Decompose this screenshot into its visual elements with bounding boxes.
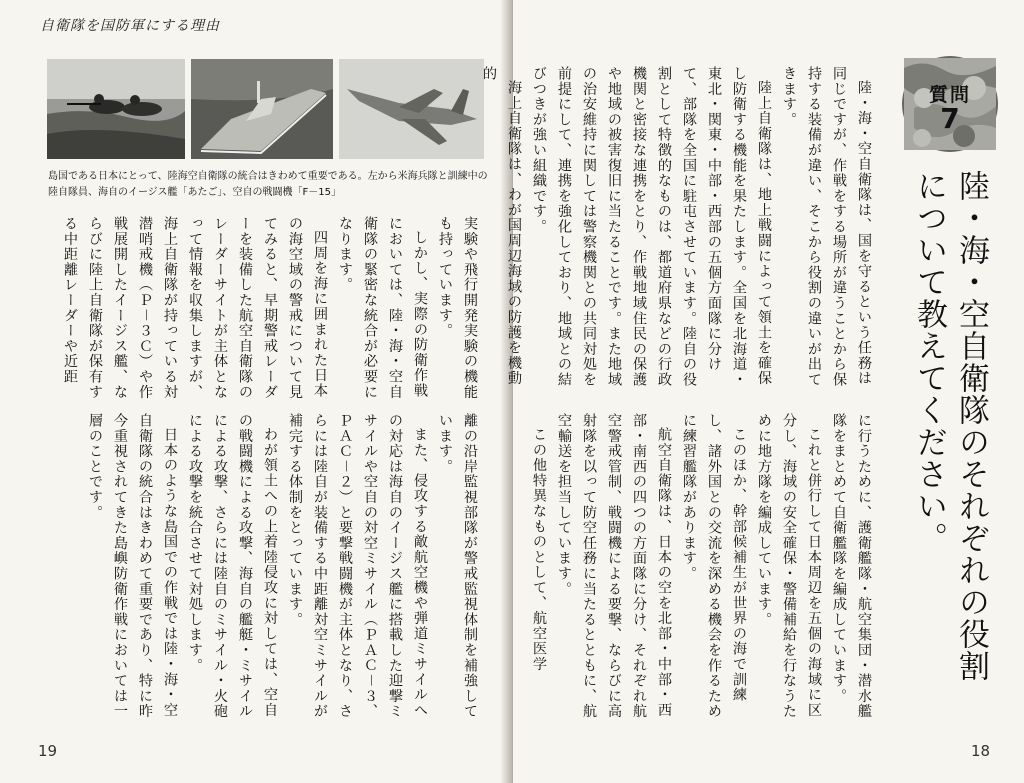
paragraph: このほか、幹部候補生が世界の海で訓練し、諸外国との交流を深める機会を作るために練習艦隊があります。 bbox=[681, 413, 747, 719]
page-number: 19 bbox=[38, 742, 58, 760]
paragraph: 日本のような島国での作戦では陸・海・空自衛隊の統合はきわめて重要であり、特に昨今重視されてきた島嶼防衛作戦においては一層のことです。 bbox=[87, 413, 178, 719]
fighter-jet-photo bbox=[339, 59, 484, 159]
right-lower-text bbox=[531, 413, 876, 731]
paragraph: 陸・海・空自衛隊は、国を守るという任務は同じですが、作戦をする場所が違うことから保持する装備が違い、そこから役割の違いが出てきます。 bbox=[781, 66, 872, 388]
soldiers-photo bbox=[47, 59, 185, 159]
paragraph: わが領土への上着陸侵攻に対しては、空自の戦闘機による攻撃、海自の艦艇・ミサイルによる攻撃、さらには陸自のミサイル・火砲による攻撃を統合させて対処します。 bbox=[187, 413, 278, 719]
photo-caption: 島国である日本にとって、陸海空自衛隊の統合はきわめて重要である。左から米海兵隊と訓練中の陸自隊員、海自のイージス艦「あたご」、空自の戦闘機「F－15」 bbox=[48, 171, 488, 198]
paragraph: しかし、実際の防衛作戦においては、陸・海・空自衛隊の緊密な統合が必要になります。 bbox=[337, 216, 428, 400]
paragraph: 離の沿岸監視部隊が警戒監視体制を補強しています。 bbox=[437, 413, 478, 719]
paragraph: 海上自衛隊は、わが国周辺海域の防護を機動的 bbox=[481, 66, 522, 387]
right-upper-text bbox=[481, 66, 876, 391]
question-badge bbox=[902, 56, 998, 152]
badge-label: 質問 bbox=[928, 84, 971, 106]
paragraph: 実験や飛行開発実験の機能も持っています。 bbox=[437, 216, 478, 400]
paragraph: 陸上自衛隊は、地上戦闘によって領土を確保し防衛する機能を果たします。全国を北海道・東北・関東・中部・西部の五個方面隊に分けて、部隊を全国に駐屯させています。陸自の役割として特徴的なものは、都道府県などの行政機関と密接な連携をとり、作戦地域住民の保護や地域の被害復旧に当たることです。また地域の治安維持に関しては警察機関との共同対処を前提にして、連携を強化しており、地域との結びつきが強い組織です。 bbox=[531, 66, 772, 388]
left-upper-text bbox=[64, 216, 482, 402]
paragraph: 航空自衛隊は、日本の空を北部・中部・西部・南西の四つの方面隊に分け、それぞれ航空警戒管制、戦闘機による要撃、ならびに高射隊を以って防空任務に当たるとともに、航空輸送を担当しています。 bbox=[556, 413, 672, 719]
paragraph: これと併行して日本周辺を五個の海域に区分し、海域の安全確保・警備補給を行なうために地方隊を編成しています。 bbox=[756, 413, 822, 719]
left-page bbox=[0, 0, 507, 783]
left-lower-text bbox=[64, 413, 482, 731]
paragraph: 四周を海に囲まれた日本の海空域の警戒について見てみると、早期警戒レーダーを装備した航空自衛隊のレーダーサイトが主体となって情報を収集しますが、海上自衛隊が持っている対潜哨戒機（Ｐ－３Ｃ）や作戦展開したイージス艦、ならびに陸上自衛隊が保有する中距離レーダーや近距 bbox=[62, 216, 328, 400]
paragraph: また、侵攻する敵航空機や弾道ミサイルへの対応は海自のイージス艦に搭載した迎撃ミサイルや空自の対空ミサイル（ＰＡＣ－３、ＰＡＣ－２）と要撃戦闘機が主体となり、さらには陸自が装備する中距離対空ミサイルが補完する体制をとっています。 bbox=[287, 413, 428, 719]
running-head: 自衛隊を国防軍にする理由 bbox=[40, 18, 220, 34]
question-title: 陸・海・空自衛隊のそれぞれの役割について教えてください。 bbox=[911, 170, 989, 682]
destroyer-photo bbox=[191, 59, 333, 159]
paragraph: この他特異なものとして、航空医学 bbox=[531, 427, 547, 672]
paragraph: に行うために、護衛艦隊・航空集団・潜水艦隊をまとめて自衛艦隊を編成しています。 bbox=[831, 413, 872, 719]
page-number: 18 bbox=[971, 742, 991, 760]
badge-number: 7 bbox=[940, 102, 960, 135]
